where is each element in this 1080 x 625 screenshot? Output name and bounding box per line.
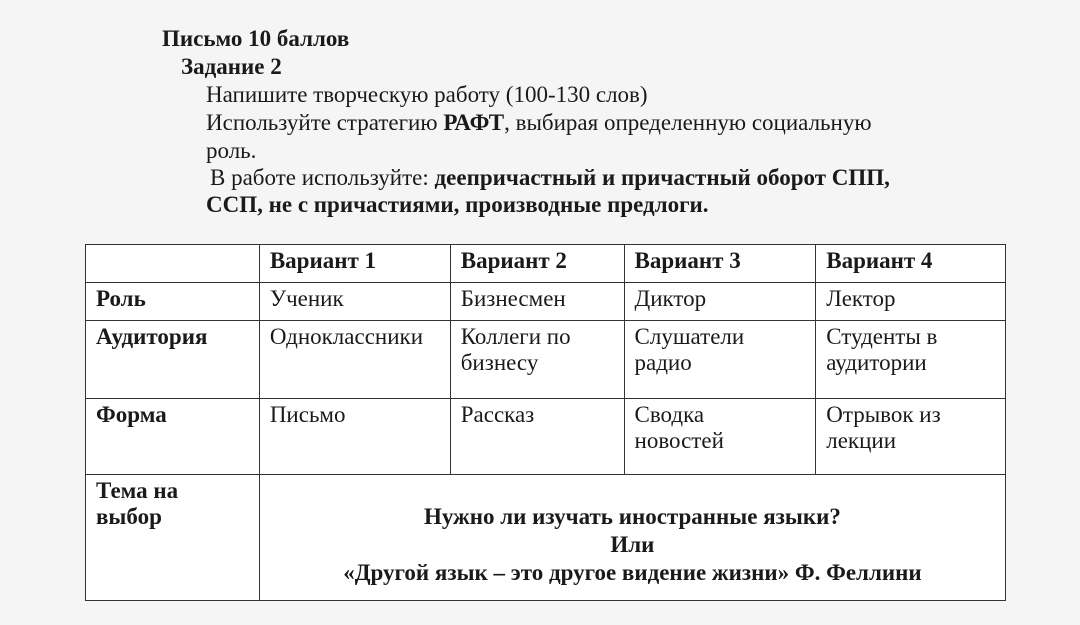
cell-line: радио <box>634 350 692 375</box>
table-row-format <box>86 399 1006 475</box>
topic-label-line: выбор <box>96 504 162 529</box>
variant-header: Вариант 3 <box>624 245 816 283</box>
assignment-title: Письмо 10 баллов <box>162 26 350 51</box>
table-cell <box>816 283 1006 321</box>
cell-line: Диктор <box>634 286 707 311</box>
table-row-role <box>86 283 1006 321</box>
cell-line: Студенты в <box>826 324 938 349</box>
cell-line: Бизнесмен <box>460 286 566 311</box>
table-cell <box>259 321 450 399</box>
table-cell <box>816 399 1006 475</box>
topic-option-1: Нужно ли изучать иностранные языки? <box>423 503 841 529</box>
topic-label-line: Тема на <box>96 478 179 503</box>
cell-line: Коллеги по <box>460 324 571 349</box>
grammar-requirements-cont: ССП, не с причастиями, производные предлоги. <box>206 192 709 217</box>
cell-line: Одноклассники <box>269 324 424 349</box>
instruction-word-count: Напишите творческую работу (100-130 слов) <box>206 82 648 107</box>
instruction-grammar-prefix: В работе используйте: <box>210 165 435 190</box>
cell-line: аудитории <box>826 350 927 375</box>
row-label: Форма <box>86 399 260 475</box>
table-cell <box>450 321 624 399</box>
grammar-requirements: деепричастный и причастный оборот СПП, <box>434 165 890 190</box>
table-row-audience <box>86 321 1006 399</box>
instruction-strategy-prefix: Используйте стратегию <box>206 110 444 135</box>
cell-line: новостей <box>634 428 724 453</box>
instruction-strategy-suffix: , выбирая определенную социальную <box>504 110 872 135</box>
cell-line: Сводка <box>634 402 705 427</box>
table-cell <box>259 283 450 321</box>
instruction-strategy-end: роль. <box>206 138 257 163</box>
task-number: Задание 2 <box>181 54 282 79</box>
strategy-name: РАФТ <box>443 110 505 135</box>
cell-line: Ученик <box>269 286 344 311</box>
table-cell <box>259 399 450 475</box>
topic-or: Или <box>610 531 655 557</box>
table-row-topic <box>86 475 1006 601</box>
cell-line: Рассказ <box>460 402 535 427</box>
table-header-row <box>86 245 1006 283</box>
cell-line: лекции <box>826 428 897 453</box>
cell-line: Лектор <box>826 286 896 311</box>
empty-header-cell <box>86 245 260 283</box>
cell-line: Письмо <box>269 402 346 427</box>
instruction-strategy <box>206 109 872 137</box>
table-cell <box>816 321 1006 399</box>
variant-header: Вариант 2 <box>450 245 624 283</box>
row-label: Аудитория <box>86 321 260 399</box>
table-cell <box>624 283 816 321</box>
row-label <box>86 475 260 601</box>
cell-line: Отрывок из <box>826 402 941 427</box>
table-cell <box>624 399 816 475</box>
variant-header: Вариант 4 <box>816 245 1006 283</box>
topic-cell <box>259 475 1005 601</box>
row-label: Роль <box>86 283 260 321</box>
variant-header: Вариант 1 <box>259 245 450 283</box>
cell-line: Слушатели <box>634 324 745 349</box>
table-cell <box>624 321 816 399</box>
table-cell <box>450 283 624 321</box>
raft-table <box>85 244 1006 601</box>
topic-option-2: «Другой язык – это другое видение жизни» Ф. Феллини <box>343 559 922 585</box>
instruction-grammar <box>210 164 890 192</box>
table-cell <box>450 399 624 475</box>
cell-line: бизнесу <box>460 350 539 375</box>
